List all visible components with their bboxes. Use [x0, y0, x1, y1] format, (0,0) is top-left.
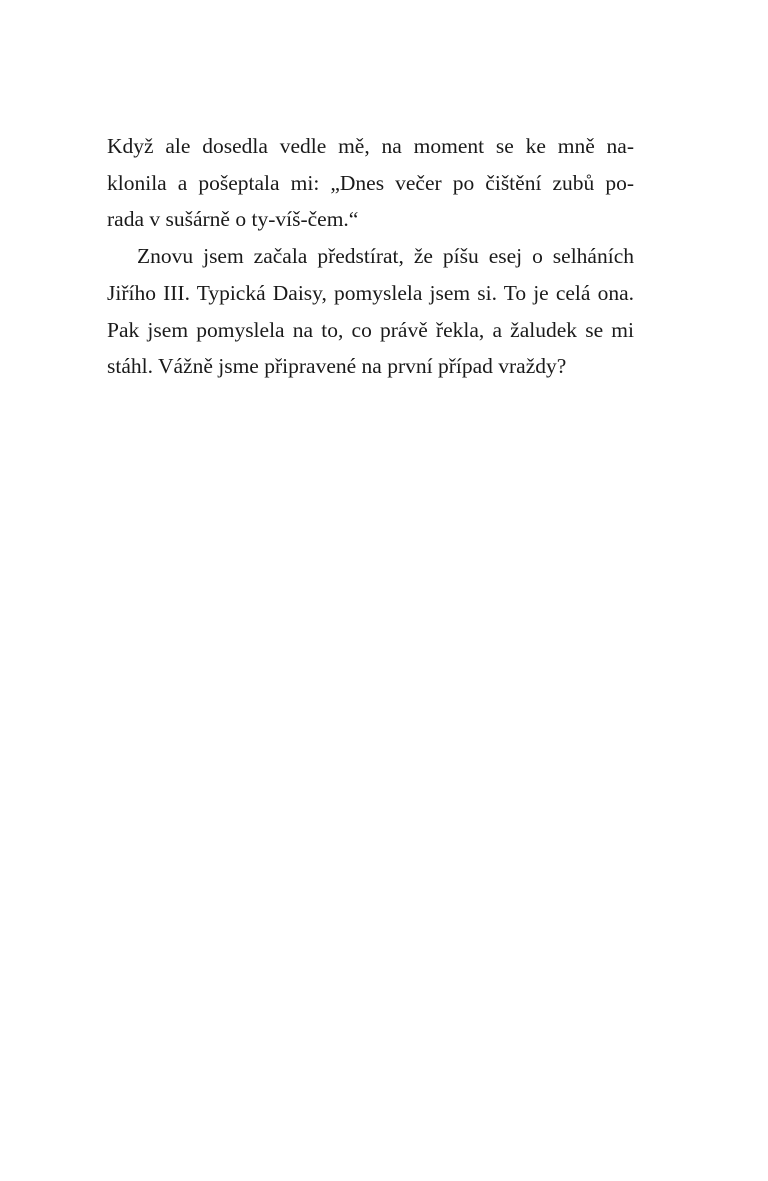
text-line: stáhl. Vážně jsme připravené na první případ vraždy? [107, 354, 567, 379]
text-line: rada v sušárně o ty-víš-čem.“ [107, 207, 359, 232]
body-text-block [107, 128, 634, 385]
text-line: klonila a pošeptala mi: „Dnes večer po čištění zubů po- [107, 170, 634, 195]
text-line: Pak jsem pomyslela na to, co právě řekla, a žaludek se mi [107, 317, 634, 342]
text-line: Když ale dosedla vedle mě, na moment se ke mně na- [107, 134, 634, 158]
text-line: Znovu jsem začala předstírat, že píšu esej o selháních [137, 244, 634, 269]
text-line: Jiřího III. Typická Daisy, pomyslela jsem si. To je celá ona. [107, 280, 634, 305]
